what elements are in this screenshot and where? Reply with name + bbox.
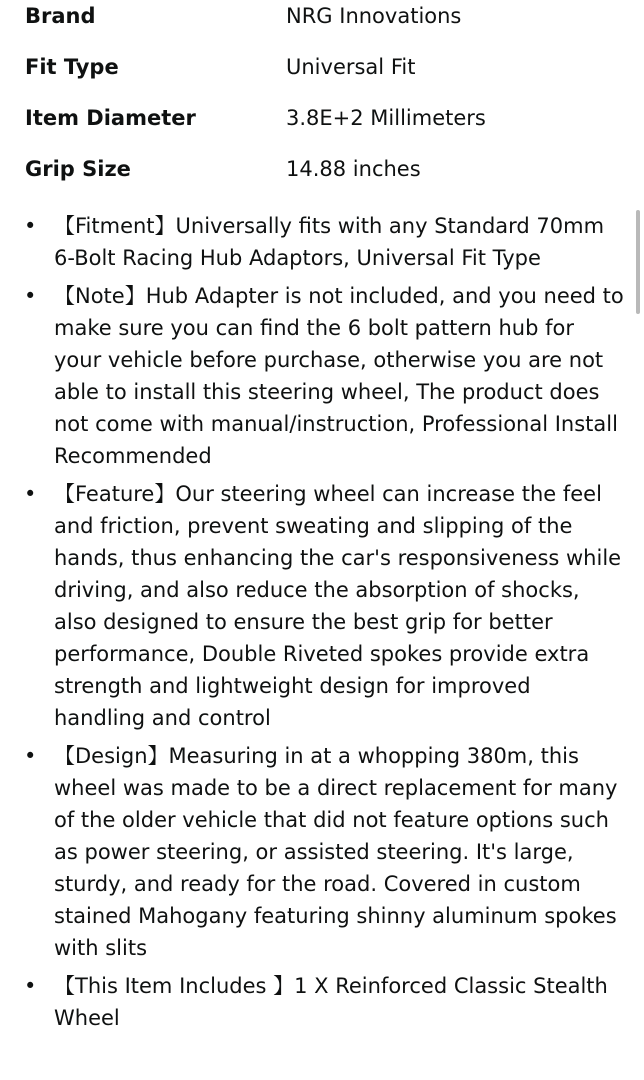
list-item xyxy=(0,210,644,274)
list-item xyxy=(0,740,644,964)
bullet-text: 【Fitment】Universally fits with any Standard 70mm 6-Bolt Racing Hub Adaptors, Universal Fit Type xyxy=(54,214,605,270)
spec-label: Fit Type xyxy=(25,55,119,79)
bullet-icon: • xyxy=(24,744,37,768)
spec-value: Universal Fit xyxy=(286,55,416,79)
scrollbar[interactable] xyxy=(636,210,640,314)
spec-label: Item Diameter xyxy=(25,106,196,130)
bullet-icon: • xyxy=(24,214,37,238)
bullet-text: 【Note】Hub Adapter is not included, and you need to make sure you can find the 6 bolt pattern hub for your vehicle before purchase, otherwise you are not able to install this steering wheel, The product does not come with manual/instruction, Professional Install Recommended xyxy=(54,284,624,468)
spec-value: NRG Innovations xyxy=(286,4,462,28)
spec-value: 14.88 inches xyxy=(286,157,421,181)
spec-label: Brand xyxy=(25,4,96,28)
spec-row-grip-size xyxy=(0,153,644,193)
bullet-icon: • xyxy=(24,284,37,308)
spec-label: Grip Size xyxy=(25,157,131,181)
bullet-text: 【This Item Includes 】1 X Reinforced Classic Stealth Wheel xyxy=(54,974,608,1030)
spec-row-fit-type xyxy=(0,51,644,91)
bullet-icon: • xyxy=(24,482,37,506)
bullet-icon: • xyxy=(24,974,37,998)
list-item xyxy=(0,280,644,472)
bullet-text: 【Feature】Our steering wheel can increase the feel and friction, prevent sweating and slipping of the hands, thus enhancing the car's responsiveness while driving, and also reduce the absorption of shocks, also designed to ensure the best grip for better performance, Double Riveted spokes provide extra strength and lightweight design for improved handling and control xyxy=(54,482,622,730)
about-this-item-list xyxy=(0,210,644,1040)
spec-row-brand xyxy=(0,0,644,40)
spec-value: 3.8E+2 Millimeters xyxy=(286,106,486,130)
spec-row-item-diameter xyxy=(0,102,644,142)
list-item xyxy=(0,478,644,734)
list-item xyxy=(0,970,644,1034)
bullet-text: 【Design】Measuring in at a whopping 380m, this wheel was made to be a direct replacement for many of the older vehicle that did not feature options such as power steering, or assisted steering. It's large, sturdy, and ready for the road. Covered in custom stained Mahogany featuring shinny aluminum spokes with slits xyxy=(54,744,618,960)
